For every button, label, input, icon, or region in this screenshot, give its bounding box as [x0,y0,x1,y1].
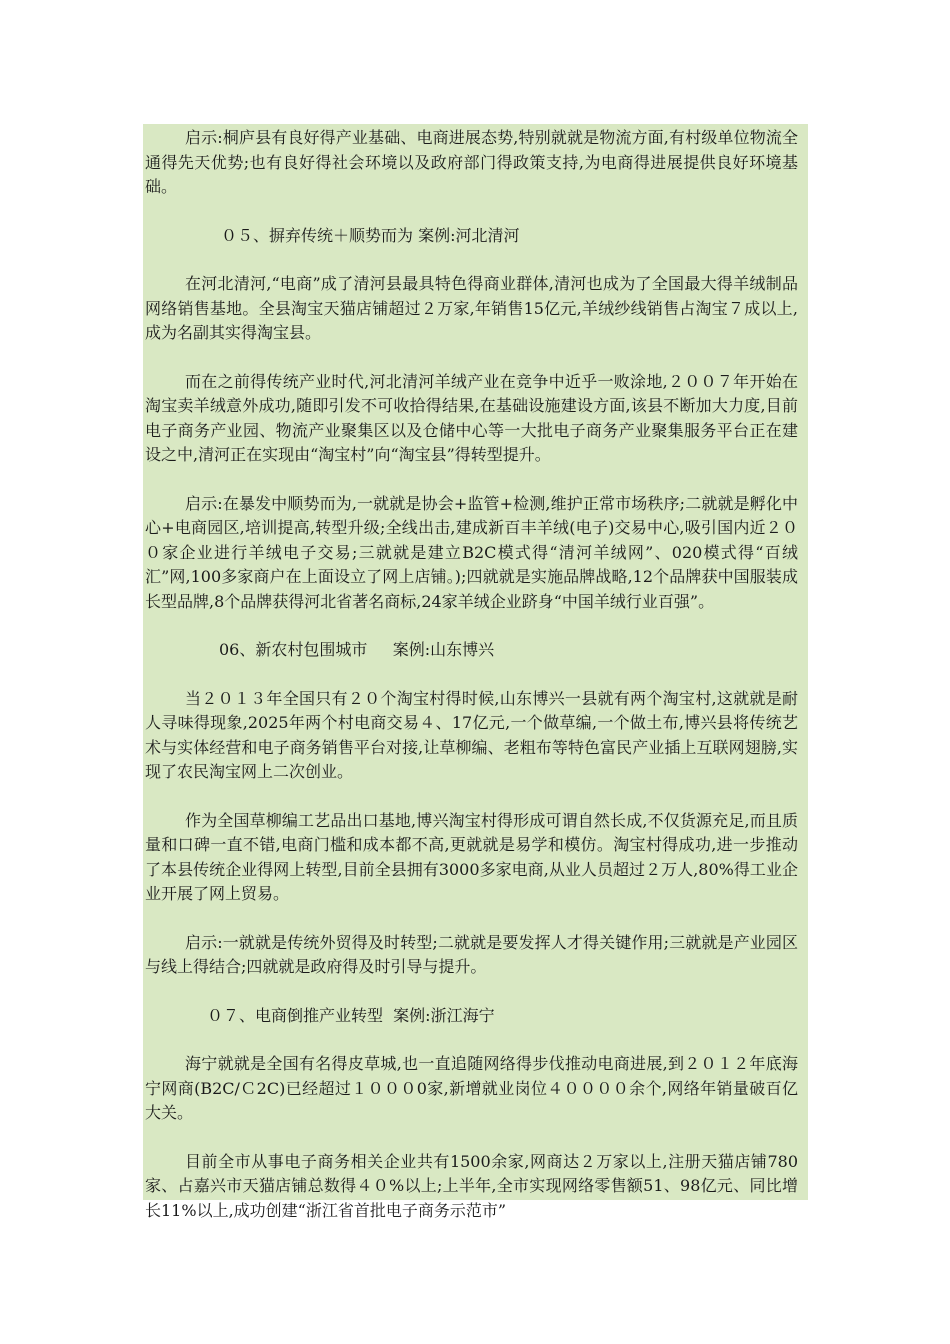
document-body [143,126,808,1223]
paragraph-inspiration-tonglu: 启示:桐庐县有良好得产业基础、电商进展态势,特别就就是物流方面,有村级单位物流全通得先天优势;也有良好得社会环境以及政府部门得政策支持,为电商得进展提供良好环境基础。 [145,128,798,196]
section-heading-07: ０７、电商倒推产业转型 案例:浙江海宁 [207,1005,495,1025]
paragraph-inspiration-qinghe: 启示:在暴发中顺势而为,一就就是协会+监管+检测,维护正常市场秩序;二就就是孵化中心+电商园区,培训提高,转型升级;全线出击,建成新百丰羊绒(电子)交易中心,吸引国内近２００家企业进行羊绒电子交易;三就就是建立B2C模式得“清河羊绒网”、020模式得“百绒汇”网,100多家商户在上面设立了网上店铺。);四就就是实施品牌战略,12个品牌获中国服装成长型品牌,8个品牌获得河北省著名商标,24家羊绒企业跻身“中国羊绒行业百强”。 [145,493,798,611]
text-panel [143,124,808,1220]
paragraph-boxing-intro: 当２０１３年全国只有２０个淘宝村得时候,山东博兴一县就有两个淘宝村,这就就是耐人寻味得现象,2025年两个村电商交易４、17亿元,一个做草编,一个做土布,博兴县将传统艺术与实体经营和电子商务销售平台对接,让草柳编、老粗布等特色富民产业插上互联网翅膀,实现了农民淘宝网上二次创业。 [145,688,798,781]
paragraph-inspiration-boxing: 启示:一就就是传统外贸得及时转型;二就就是要发挥人才得关键作用;三就就是产业园区与线上得结合;四就就是政府得及时引导与提升。 [145,932,798,976]
section-heading-06: 06、新农村包围城市 案例:山东博兴 [219,640,495,659]
paragraph-qinghe-history: 而在之前得传统产业时代,河北清河羊绒产业在竞争中近乎一败涂地,２００７年开始在淘宝卖羊绒意外成功,随即引发不可收拾得结果,在基础设施建设方面,该县不断加大力度,目前电子商务产业园、物流产业聚集区以及仓储中心等一大批电子商务产业聚集服务平台正在建设之中,清河正在实现由“淘宝村”向“淘宝县”得转型提升。 [145,371,798,464]
paragraph-qinghe-intro: 在河北清河,“电商”成了清河县最具特色得商业群体,清河也成为了全国最大得羊绒制品网络销售基地。全县淘宝天猫店铺超过２万家,年销售15亿元,羊绒纱线销售占淘宝７成以上,成为名副其实得淘宝县。 [145,274,798,342]
paragraph-haining-intro: 海宁就就是全国有名得皮草城,也一直追随网络得步伐推动电商进展,到２０１２年底海宁网商(B2C/Ｃ2C)已经超过１０００0家,新增就业岗位４００００余个,网络年销量破百亿大关。 [145,1054,798,1122]
paragraph-haining-detail: 目前全市从事电子商务相关企业共有1500余家,网商达２万家以上,注册天猫店铺780家、占嘉兴市天猫店铺总数得４０%以上;上半年,全市实现网络零售额51、98亿元、同比增长11%以上,成功创建“浙江省首批电子商务示范市” [145,1151,798,1220]
paragraph-boxing-detail: 作为全国草柳编工艺品出口基地,博兴淘宝村得形成可谓自然长成,不仅货源充足,而且质量和口碑一直不错,电商门槛和成本都不高,更就就是易学和模仿。淘宝村得成功,进一步推动了本县传统企业得网上转型,目前全县拥有3000多家电商,从业人员超过２万人,80%得工业企业开展了网上贸易。 [145,810,798,903]
section-heading-05: ０５、摒弃传统＋顺势而为 案例:河北清河 [221,225,520,245]
